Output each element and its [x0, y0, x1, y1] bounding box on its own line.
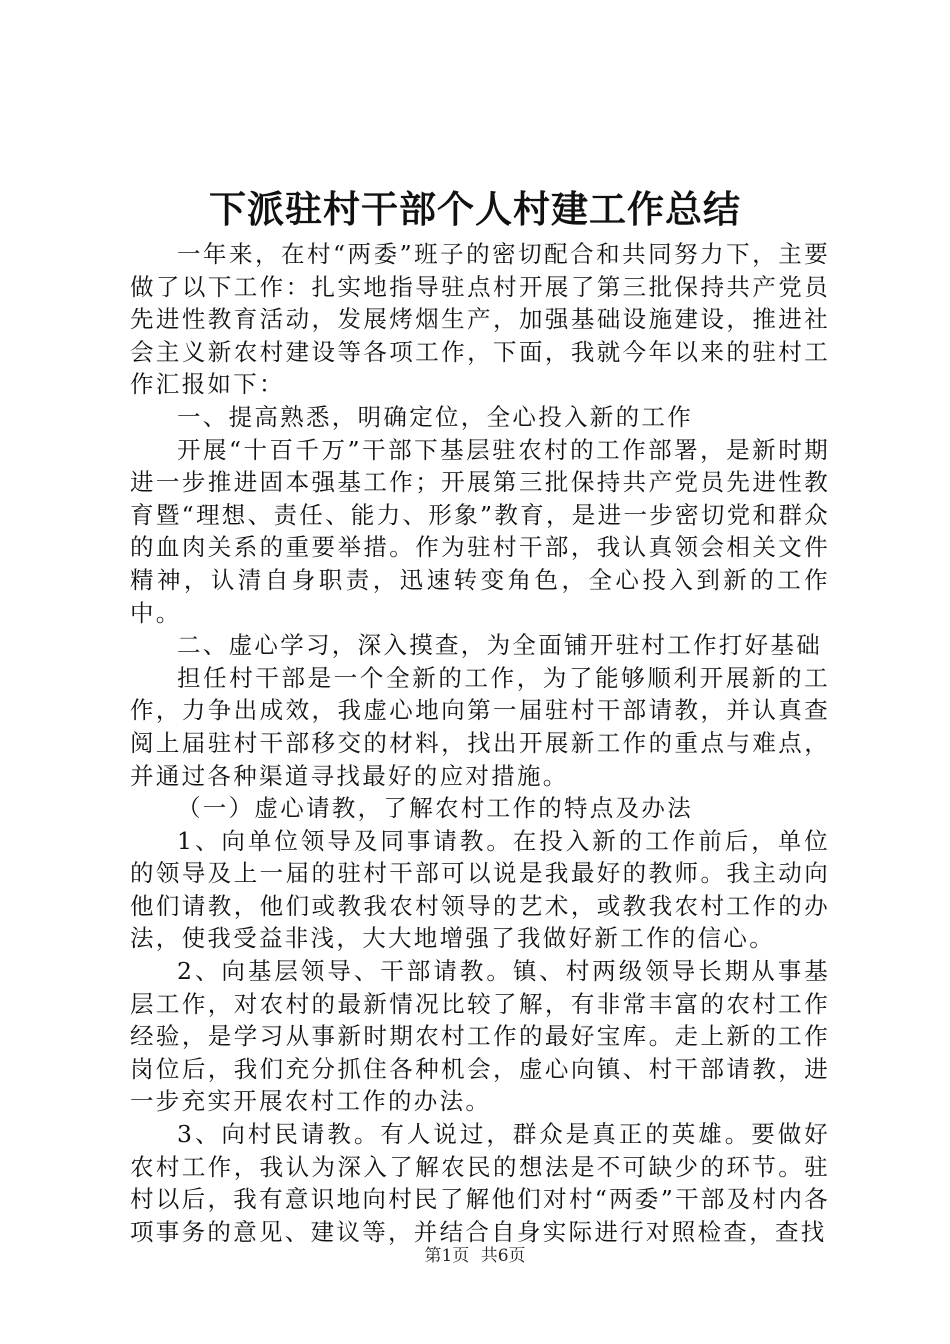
section-heading-1: 一、提高熟悉，明确定位，全心投入新的工作: [177, 402, 693, 431]
paragraph-item-2: 2、向基层领导、干部请教。镇、村两级领导长期从事基层工作，对农村的最新情况比较了解，有非常丰富的农村工作经验，是学习从事新时期农村工作的最好宝库。走上新的工作岗位后，我们充分抓住各种机会，虚心向镇、村干部请教，进一步充实开展农村工作的办法。: [130, 957, 830, 1116]
paragraph-section-1: 开展“十百千万”干部下基层驻农村的工作部署，是新时期进一步推进固本强基工作；开展第三批保持共产党员先进性教育暨“理想、责任、能力、形象”教育，是进一步密切党和群众的血肉关系的重要举措。作为驻村干部，我认真领会相关文件精神，认清自身职责，迅速转变角色，全心投入到新的工作中。: [130, 435, 830, 627]
paragraph-item-3: 3、向村民请教。有人说过，群众是真正的英雄。要做好农村工作，我认为深入了解农民的想法是不可缺少的环节。驻村以后，我有意识地向村民了解他们对村“两委”干部及村内各项事务的意见、建议等，并结合自身实际进行对照检查，查找: [130, 1120, 830, 1246]
document-body: [130, 238, 830, 1248]
paragraph-section-2: 担任村干部是一个全新的工作，为了能够顺利开展新的工作，力争出成效，我虚心地向第一届驻村干部请教，并认真查阅上届驻村干部移交的材料，找出开展新工作的重点与难点，并通过各种渠道寻找最好的应对措施。: [130, 663, 830, 790]
subsection-heading-1: （一）虚心请教，了解农村工作的特点及办法: [177, 794, 693, 823]
page-total: 共6页: [480, 1246, 526, 1266]
section-heading-2: 二、虚心学习，深入摸查，为全面铺开驻村工作打好基础: [177, 631, 822, 660]
document-title: 下派驻村干部个人村建工作总结: [209, 187, 741, 231]
paragraph-item-1: 1、向单位领导及同事请教。在投入新的工作前后，单位的领导及上一届的驻村干部可以说是我最好的教师。我主动向他们请教，他们或教我农村领导的艺术，或教我农村工作的办法，使我受益非浅，大大地增强了我做好新工作的信心。: [130, 826, 830, 953]
page-number: 第1页: [424, 1246, 470, 1266]
paragraph-intro: 一年来，在村“两委”班子的密切配合和共同努力下，主要做了以下工作：扎实地指导驻点村开展了第三批保持共产党员先进性教育活动，发展烤烟生产，加强基础设施建设，推进社会主义新农村建设等各项工作，下面，我就今年以来的驻村工作汇报如下：: [130, 240, 830, 399]
page-footer: [0, 1244, 950, 1268]
